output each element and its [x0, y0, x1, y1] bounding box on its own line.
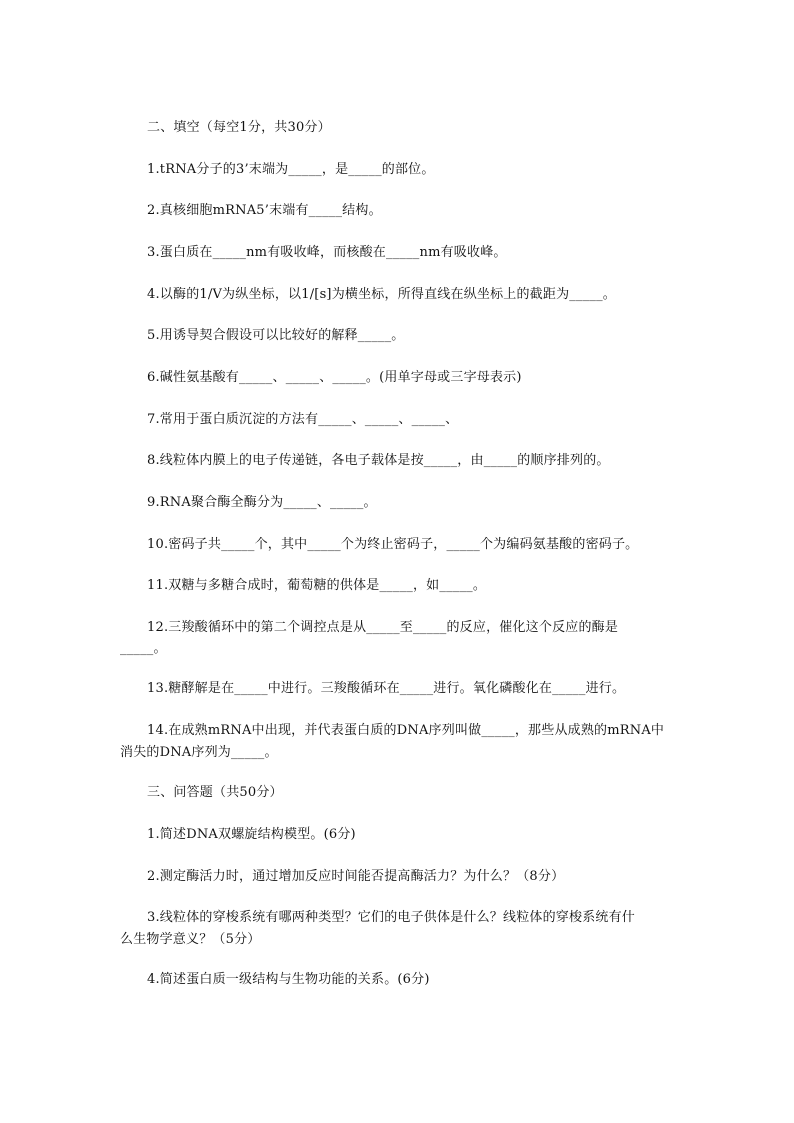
question-item: 11.双糖与多糖合成时，葡萄糖的供体是_____，如_____。: [147, 578, 487, 593]
question-item: 2.真核细胞mRNA5’末端有_____结构。: [147, 203, 382, 218]
section-heading-fill-blank: 二、填空（每空1分，共30分）: [147, 120, 331, 135]
question-item: 9.RNA聚合酶全酶分为_____、_____。: [147, 495, 377, 510]
question-item: 14.在成熟mRNA中出现，并代表蛋白质的DNA序列叫做_____，那些从成熟的mRNA中: [147, 723, 665, 738]
question-item: 4.以酶的1/V为纵坐标，以1/[s]为横坐标，所得直线在纵坐标上的截距为_____。: [147, 287, 617, 302]
question-item: 3.线粒体的穿梭系统有哪两种类型？它们的电子供体是什么？线粒体的穿梭系统有什: [147, 910, 636, 925]
question-item: 4.简述蛋白质一级结构与生物功能的关系。(6分): [147, 972, 430, 987]
question-item-continuation: 么生物学意义？（5分）: [120, 932, 261, 947]
question-item: 1.简述DNA双螺旋结构模型。(6分): [147, 827, 356, 842]
question-item: 7.常用于蛋白质沉淀的方法有_____、_____、_____、: [147, 412, 459, 427]
question-item: 1.tRNA分子的3’末端为_____，是_____的部位。: [147, 162, 435, 177]
question-item: 2.测定酶活力时，通过增加反应时间能否提高酶活力？为什么？（8分）: [147, 869, 565, 884]
question-item: 3.蛋白质在_____nm有吸收峰，而核酸在_____nm有吸收峰。: [147, 245, 507, 260]
question-item: 10.密码子共_____个，其中_____个为终止密码子，_____个为编码氨基酸的密码子。: [147, 537, 639, 552]
question-item: 6.碱性氨基酸有_____、_____、_____。(用单字母或三字母表示): [147, 370, 522, 385]
question-item-continuation: 消失的DNA序列为_____。: [120, 745, 278, 760]
section-heading-qa: 三、问答题（共50分）: [147, 785, 283, 800]
question-item: 8.线粒体内膜上的电子传递链，各电子载体是按_____，由_____的顺序排列的。: [147, 453, 610, 468]
question-item: 13.糖酵解是在_____中进行。三羧酸循环在_____进行。氧化磷酸化在_____进行。: [147, 681, 626, 696]
question-item: 12.三羧酸循环中的第二个调控点是从_____至_____的反应，催化这个反应的酶是: [147, 620, 619, 635]
question-item: 5.用诱导契合假设可以比较好的解释_____。: [147, 328, 405, 343]
question-item-continuation: _____。: [120, 641, 167, 656]
